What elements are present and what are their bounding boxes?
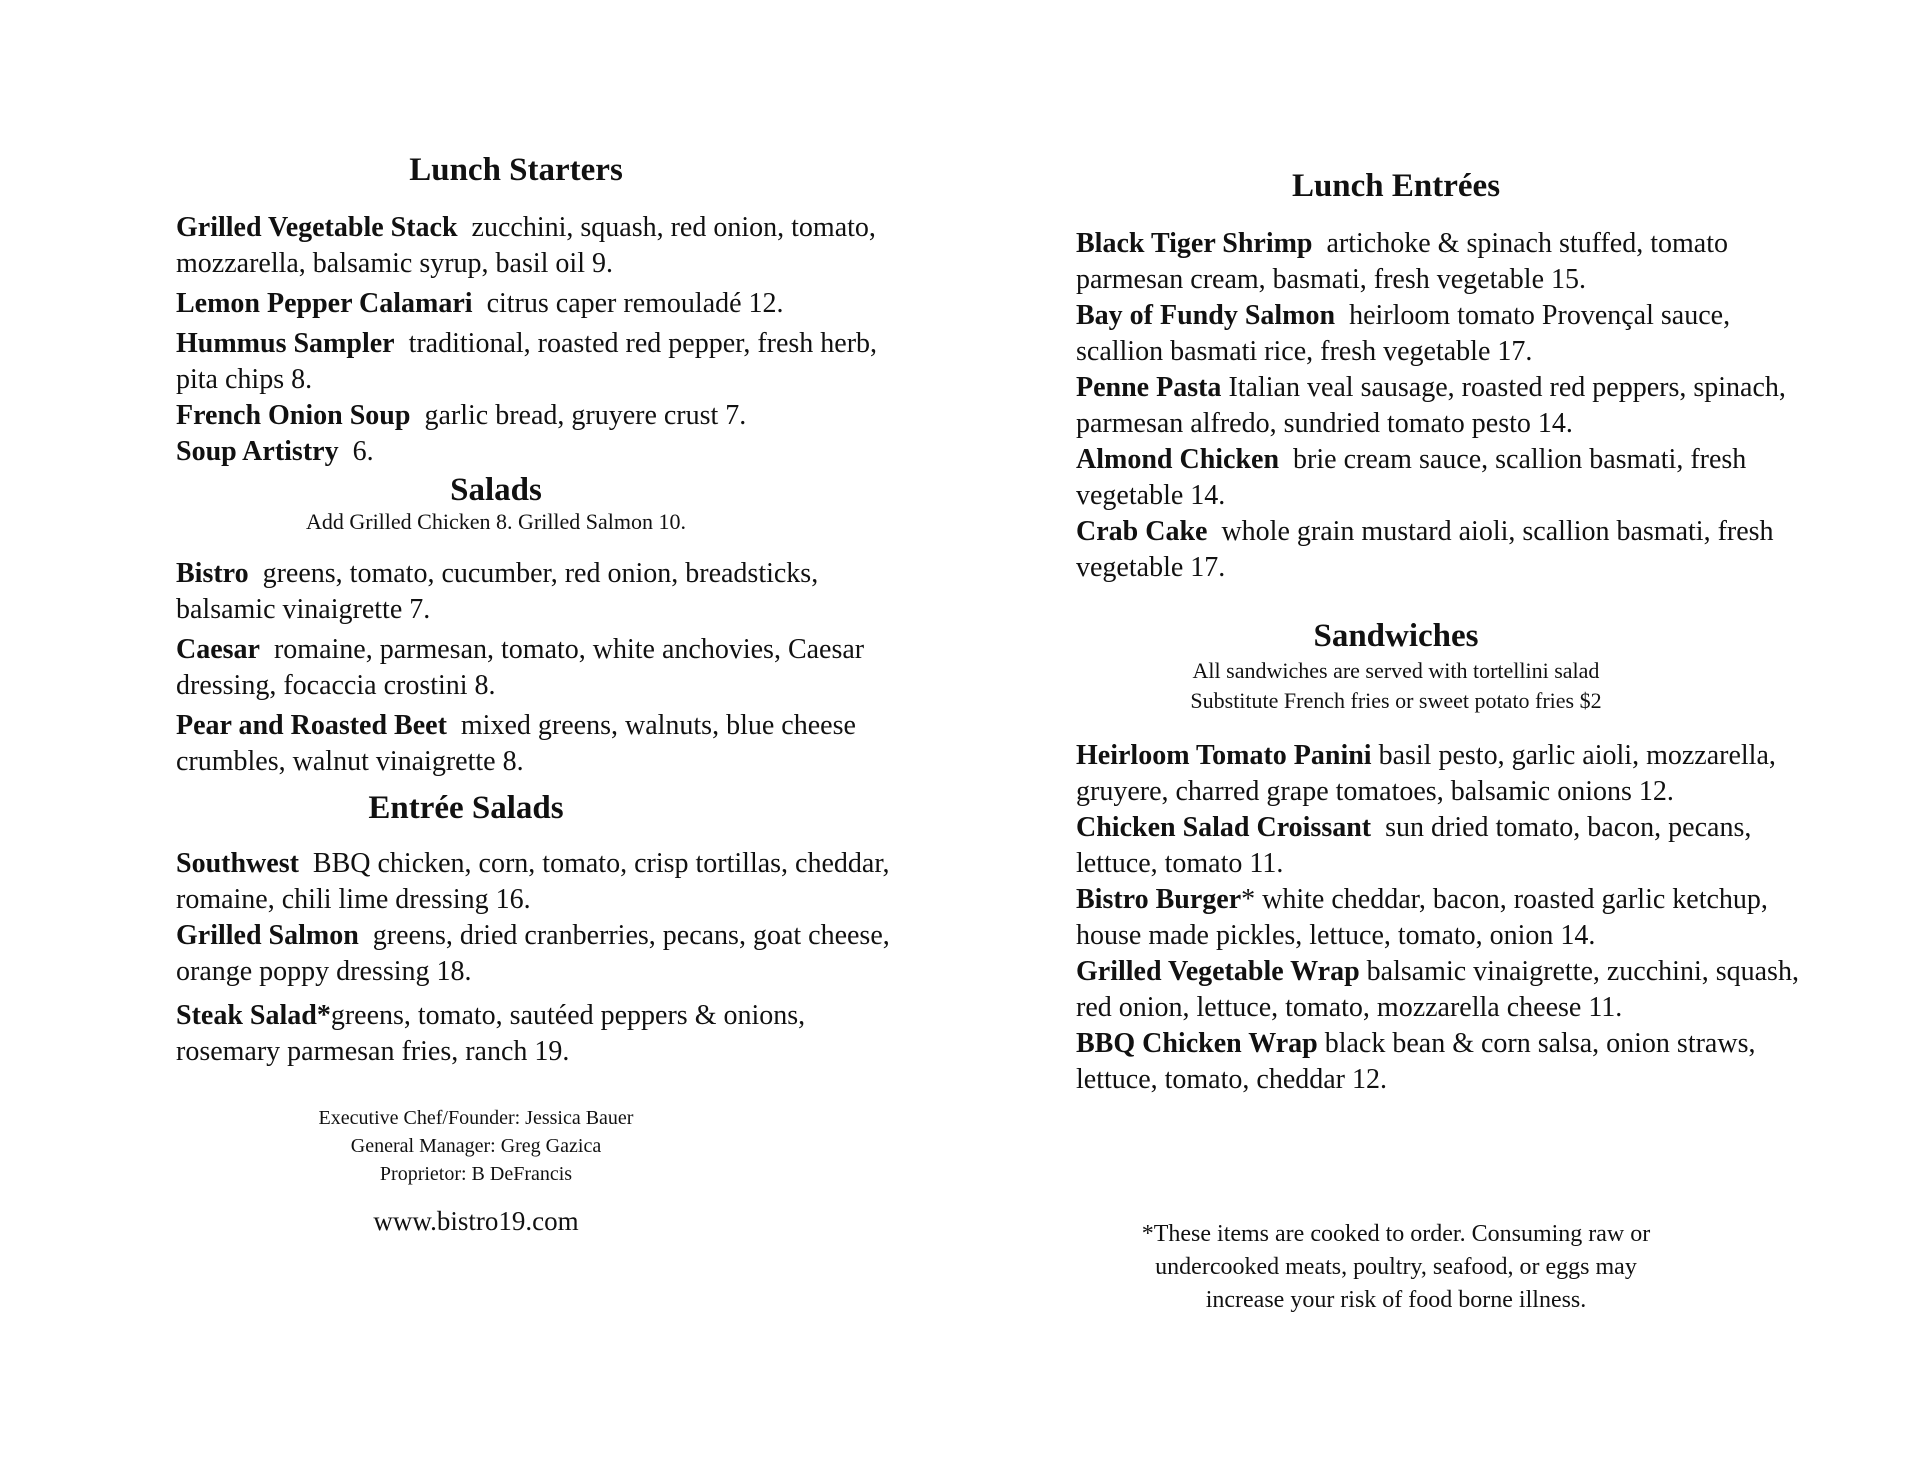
lunch-entrees-title: Lunch Entrées	[1291, 168, 1501, 204]
menu-item	[1076, 370, 1816, 442]
menu-item	[176, 286, 906, 322]
menu-item	[1076, 810, 1816, 882]
disclaimer-line1: *These items are cooked to order. Consuming raw or	[1141, 1221, 1651, 1247]
proprietor-credit: Proprietor: B DeFrancis	[379, 1163, 573, 1185]
item-name: Crab Cake	[1076, 516, 1208, 547]
sandwiches-note-line1: All sandwiches are served with tortellini salad	[1192, 658, 1600, 683]
menu-item	[176, 846, 906, 918]
item-name: Southwest	[176, 848, 299, 879]
sandwiches-title: Sandwiches	[1313, 618, 1479, 654]
menu-item	[176, 398, 906, 434]
item-desc: romaine, parmesan, tomato, white anchovies, Caesar dressing, focaccia crostini 8.	[176, 634, 865, 701]
item-name: Heirloom Tomato Panini	[1076, 740, 1372, 771]
item-desc: garlic bread, gruyere crust 7.	[424, 400, 747, 431]
menu-item	[1076, 298, 1816, 370]
sandwiches-note-line2: Substitute French fries or sweet potato fries $2	[1190, 688, 1602, 713]
item-desc: zucchini, squash, red onion, tomato, mozzarella, balsamic syrup, basil oil 9.	[176, 212, 876, 279]
item-name: Black Tiger Shrimp	[1076, 228, 1313, 259]
item-name: Chicken Salad Croissant	[1076, 812, 1372, 843]
item-name: Hummus Sampler	[176, 328, 395, 359]
item-name: Steak Salad*	[176, 1000, 331, 1031]
menu-item	[176, 998, 906, 1070]
item-name: Grilled Salmon	[176, 920, 359, 951]
item-desc: whole grain mustard aioli, scallion basmati, fresh vegetable 17.	[1076, 516, 1774, 583]
item-name: Pear and Roasted Beet	[176, 710, 447, 741]
item-name: Lemon Pepper Calamari	[176, 288, 473, 319]
raw-food-disclaimer	[1026, 1218, 1766, 1317]
credits	[176, 1104, 776, 1188]
sandwiches-note	[976, 656, 1816, 716]
item-name: BBQ Chicken Wrap	[1076, 1028, 1318, 1059]
menu-item	[1076, 882, 1816, 954]
menu-item	[1076, 738, 1816, 810]
lunch-starters-title: Lunch Starters	[409, 152, 623, 188]
item-desc: black bean & corn salsa, onion straws, lettuce, tomato, cheddar 12.	[1076, 1028, 1756, 1095]
salads-note: Add Grilled Chicken 8. Grilled Salmon 10.	[305, 509, 687, 534]
item-desc: traditional, roasted red pepper, fresh herb, pita chips 8.	[176, 328, 878, 395]
disclaimer-line3: increase your risk of food borne illness.	[1205, 1287, 1587, 1313]
item-name: Bistro Burger	[1076, 884, 1242, 915]
item-name: Grilled Vegetable Wrap	[1076, 956, 1360, 987]
menu-item	[176, 632, 906, 704]
item-desc: sun dried tomato, bacon, pecans, lettuce, tomato 11.	[1076, 812, 1752, 879]
website-link[interactable]: www.bistro19.com	[373, 1206, 579, 1236]
item-desc: heirloom tomato Provençal sauce, scallion basmati rice, fresh vegetable 17.	[1076, 300, 1731, 367]
item-name: Bay of Fundy Salmon	[1076, 300, 1336, 331]
item-name: Grilled Vegetable Stack	[176, 212, 458, 243]
chef-credit: Executive Chef/Founder: Jessica Bauer	[318, 1107, 634, 1129]
item-name: Penne Pasta	[1076, 372, 1222, 403]
item-desc: greens, tomato, sautéed peppers & onions, rosemary parmesan fries, ranch 19.	[176, 1000, 806, 1067]
menu-item	[176, 326, 906, 398]
menu-item	[176, 210, 906, 282]
menu-item	[1076, 954, 1816, 1026]
item-desc: 6.	[352, 436, 374, 467]
item-desc: BBQ chicken, corn, tomato, crisp tortillas, cheddar, romaine, chili lime dressing 16.	[176, 848, 890, 915]
salads-title: Salads	[450, 472, 542, 508]
item-desc: brie cream sauce, scallion basmati, fresh vegetable 14.	[1076, 444, 1747, 511]
right-column	[1076, 166, 1816, 1317]
entree-salads-title: Entrée Salads	[368, 790, 564, 826]
item-desc: balsamic vinaigrette, zucchini, squash, red onion, lettuce, tomato, mozzarella cheese 11.	[1076, 956, 1799, 1023]
menu-item	[176, 918, 906, 990]
menu-item	[1076, 442, 1816, 514]
item-name: Almond Chicken	[1076, 444, 1280, 475]
menu-item	[176, 434, 906, 470]
menu-item	[1076, 226, 1816, 298]
left-column	[176, 150, 906, 1237]
item-name: French Onion Soup	[176, 400, 411, 431]
item-desc: artichoke & spinach stuffed, tomato parmesan cream, basmati, fresh vegetable 15.	[1076, 228, 1728, 295]
item-name: Soup Artistry	[176, 436, 339, 467]
menu-item	[1076, 514, 1816, 586]
disclaimer-line2: undercooked meats, poultry, seafood, or eggs may	[1155, 1254, 1637, 1280]
menu-item	[176, 556, 906, 628]
item-desc: citrus caper remouladé 12.	[486, 288, 784, 319]
item-desc: basil pesto, garlic aioli, mozzarella, gruyere, charred grape tomatoes, balsamic onions 12.	[1076, 740, 1776, 807]
item-desc: mixed greens, walnuts, blue cheese crumbles, walnut vinaigrette 8.	[176, 710, 856, 777]
menu-item	[176, 708, 906, 780]
item-desc: greens, tomato, cucumber, red onion, breadsticks, balsamic vinaigrette 7.	[176, 558, 819, 625]
item-name: Caesar	[176, 634, 260, 665]
item-desc: * white cheddar, bacon, roasted garlic ketchup, house made pickles, lettuce, tomato, onion 14.	[1076, 884, 1768, 951]
item-name: Bistro	[176, 558, 249, 589]
item-desc: Italian veal sausage, roasted red peppers, spinach, parmesan alfredo, sundried tomato pesto 14.	[1076, 372, 1786, 439]
item-desc: greens, dried cranberries, pecans, goat cheese, orange poppy dressing 18.	[176, 920, 890, 987]
manager-credit: General Manager: Greg Gazica	[350, 1135, 602, 1157]
menu-item	[1076, 1026, 1816, 1098]
